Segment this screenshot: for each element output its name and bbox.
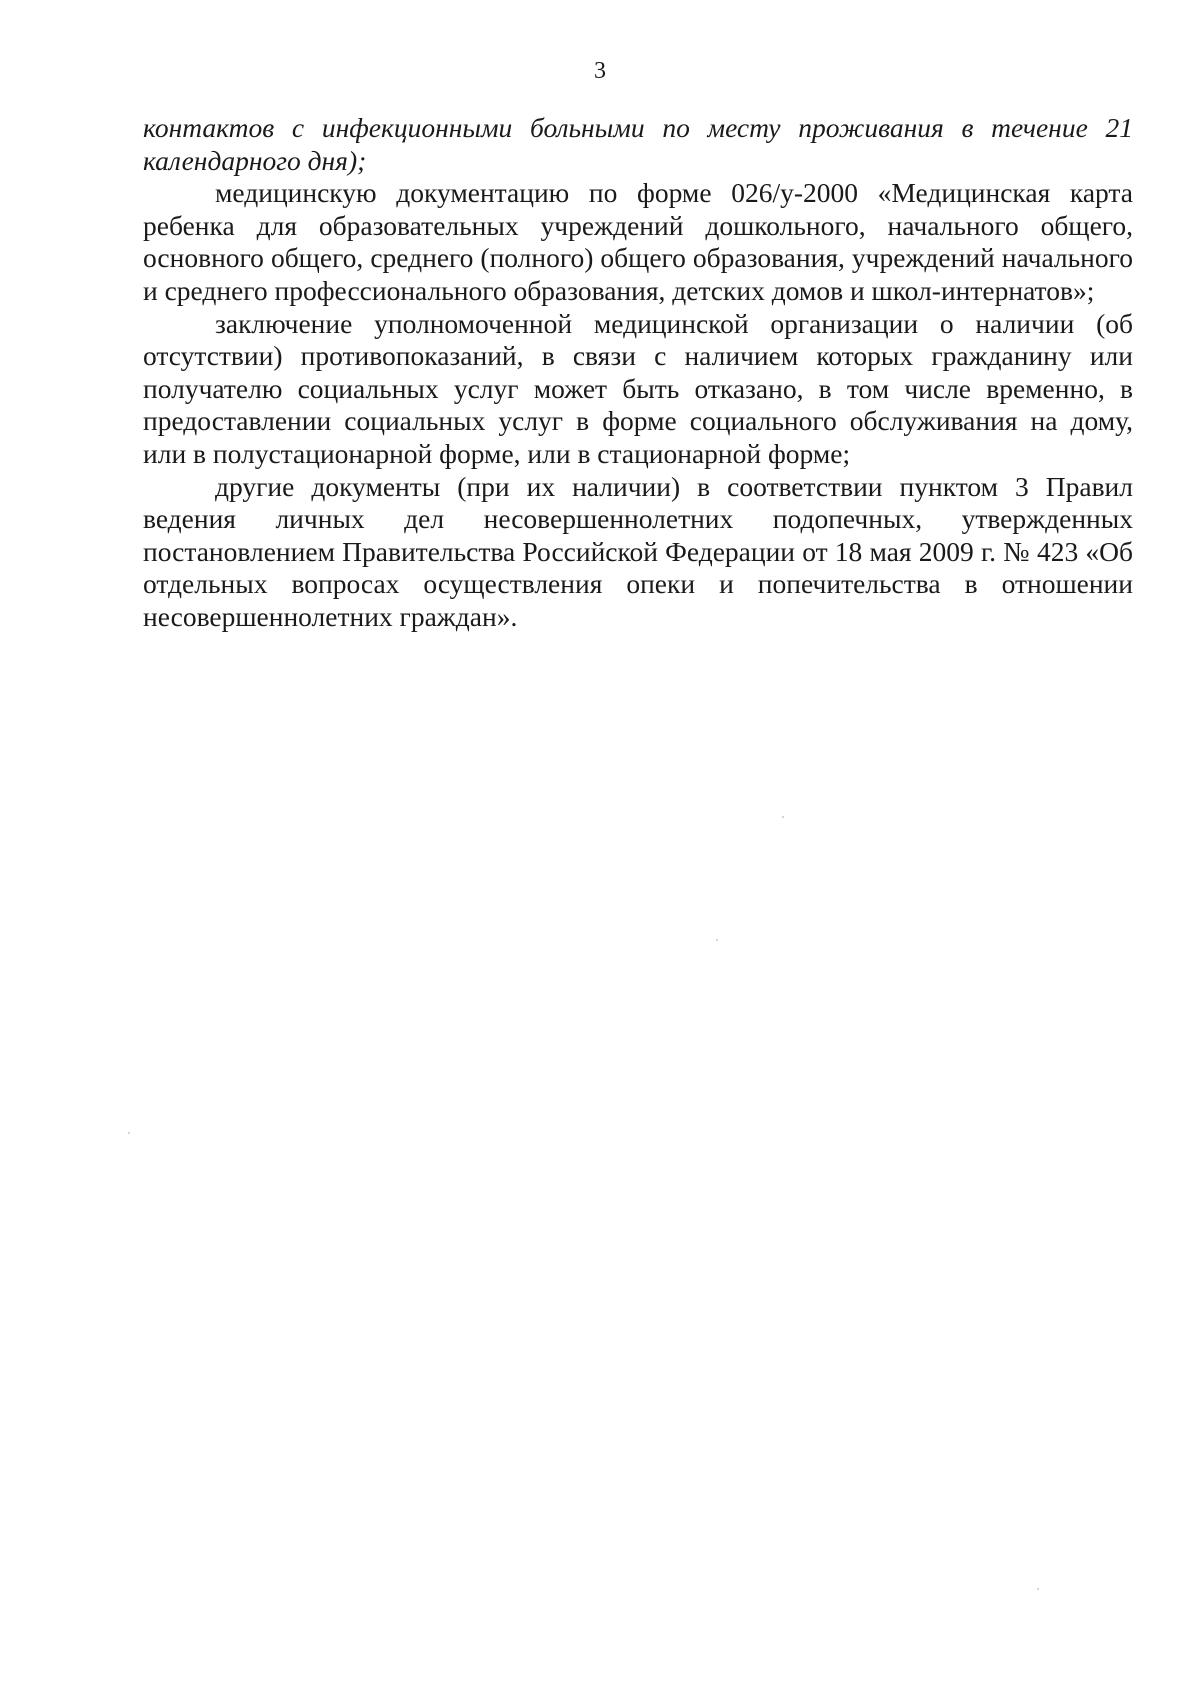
page-number: 3 xyxy=(594,58,606,84)
scan-speck xyxy=(716,939,718,941)
scan-speck xyxy=(128,1132,130,1134)
scan-speck xyxy=(782,816,784,818)
paragraph-other-documents: другие документы (при их наличии) в соответствии пунктом 3 Правил ведения личных дел несовершеннолетних подопечных, утвержденных постановлением Правительства Российской Федерации от 18 мая 2009 г. № 423 «Об отдельных вопросах осуществления опеки и попечительства в отношении несовершеннолетних граждан». xyxy=(143,470,1133,632)
paragraph-conclusion: заключение уполномоченной медицинской организации о наличии (об отсутствии) противопоказаний, в связи с наличием которых гражданину или получателю социальных услуг может быть отказано, в том числе временно, в предоставлении социальных услуг в форме социального обслуживания на дому, или в полустационарной форме, или в стационарной форме; xyxy=(143,307,1133,469)
paragraph-medical-card: медицинскую документацию по форме 026/у-2000 «Медицинская карта ребенка для образовательных учреждений дошкольного, начального общего, основного общего, среднего (полного) общего образования, учреждений начального и среднего профессионального образования, детских домов и школ-интернатов»; xyxy=(143,177,1133,306)
document-body xyxy=(143,112,1133,634)
paragraph-lead: контактов с инфекционными больными по месту проживания в течение 21 календарного дня); xyxy=(143,112,1133,176)
scan-speck xyxy=(1037,1588,1039,1590)
